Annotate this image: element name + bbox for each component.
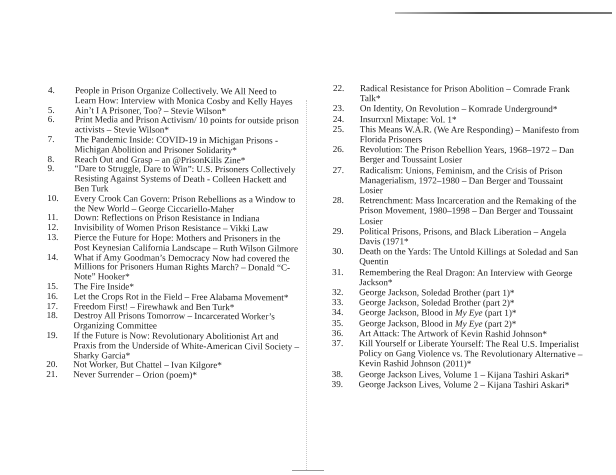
toc-entry-line: the New World – George Ciccariello-Maher: [74, 202, 235, 214]
toc-entry-number: 38.: [331, 368, 344, 379]
toc-entry-line: Kill Yourself or Liberate Yourself: The Real U.S. Imperialist: [358, 338, 579, 350]
toc-entry: [46, 370, 306, 381]
toc-entry-line: Freedom First! – Firewhawk and Ben Turk*: [73, 300, 235, 312]
toc-entry-number: 10.: [47, 192, 59, 203]
toc-entry-line: Organizing Committee: [73, 320, 158, 331]
toc-entry-line: Quentin: [359, 256, 389, 267]
toc-entry-number: 29.: [332, 225, 344, 236]
toc-entry-number: 27.: [332, 164, 345, 175]
toc-entry-title: [359, 246, 602, 267]
toc-entry-line: Ben Turk: [74, 183, 109, 194]
toc-entry-number: 11.: [47, 212, 59, 223]
toc-entry-line: Insurrxnl Mixtape: Vol. 1*: [359, 113, 457, 125]
toc-entry-line: Never Surrender – Orion (poem)*: [73, 369, 198, 381]
toc-entry-line: Let the Crops Rot in the Field – Free Alabama Movement*: [73, 290, 289, 303]
toc-entry-line: Death on the Yards: The Untold Killings at Soledad and San: [359, 246, 579, 258]
toc-entry-line: Pierce the Future for Hope: Mothers and Prisoners in the: [74, 232, 281, 244]
toc-entry-line: On Identity, On Revolution – Komrade Underground*: [359, 103, 558, 115]
toc-entry-line: George Jackson, Blood in My Eye (part 1)*: [358, 307, 517, 319]
toc-entry-line: Retrenchment: Mass Incarceration and the Remaking of the: [359, 195, 577, 207]
toc-entry-number: 16.: [46, 290, 59, 301]
toc-entry-title: [74, 253, 307, 284]
toc-entry-line: Talk*: [359, 93, 381, 104]
toc-entry: [333, 83, 603, 105]
toc-entry: [333, 165, 603, 197]
toc-entry-number: 21.: [46, 369, 58, 380]
toc-entry-number: 34.: [331, 307, 344, 318]
fold-base-mark: [292, 470, 324, 471]
toc-entry-line: Losier: [359, 185, 383, 196]
toc-entry-line: People in Prison Organize Collectively. We All Need to: [74, 85, 277, 97]
toc-entry-line: If the Future is Now: Revolutionary Abolitionist Art and: [73, 330, 279, 342]
toc-entry-number: 36.: [331, 327, 344, 338]
toc-entry-line: Sharky Garcia*: [73, 349, 131, 361]
toc-entry-number: 9.: [47, 163, 55, 174]
toc-entry-line: Policy on Gang Violence vs. The Revolutionary Alternative –: [358, 348, 583, 360]
toc-entry-line: George Jackson, Soledad Brother (part 2)*: [359, 297, 515, 309]
toc-entry-title: [74, 233, 307, 254]
toc-entry-title: [359, 338, 602, 370]
toc-entry-line: George Jackson Lives, Volume 2 – Kijana Tashiri Askari*: [358, 379, 570, 390]
toc-entry-number: 31.: [332, 266, 344, 277]
toc-entry-line: Destroy All Prisons Tomorrow – Incarcerated Worker’s: [73, 310, 275, 322]
toc-entry-line: This Means W.A.R. (We Are Responding) – Manifesto from: [359, 123, 580, 135]
toc-entry-line: Invisibility of Women Prison Resistance – Vikki Law: [74, 222, 269, 234]
toc-entry-number: 12.: [47, 222, 59, 233]
toc-left-column: [46, 86, 308, 381]
toc-entry-line: Reach Out and Grasp – an @PrisonKills Zine*: [74, 153, 246, 165]
toc-entry-title: [75, 86, 308, 107]
toc-entry-line: Art Attack: The Artwork of Kevin Rashid Johnson*: [358, 327, 547, 339]
toc-entry-number: 18.: [46, 310, 59, 321]
toc-entry-line: activists – Stevie Wilson*: [74, 124, 169, 135]
toc-entry: [46, 331, 306, 362]
toc-entry-title: [74, 165, 307, 196]
toc-entry: [47, 253, 307, 284]
toc-entry-line: “Dare to Struggle, Dare to Win”: U.S. Prisoners Collectively: [74, 163, 296, 175]
toc-entry-number: 19.: [46, 329, 58, 340]
toc-entry-number: 7.: [47, 133, 55, 145]
toc-entry-number: 28.: [332, 195, 344, 206]
toc-entry-title: [359, 379, 602, 390]
toc-entry-number: 23.: [332, 103, 345, 114]
toc-entry-number: 30.: [332, 246, 344, 257]
toc-entry-line: Not Worker, But Chattel – Ivan Kilgore*: [73, 359, 222, 371]
toc-entry-title: [360, 144, 603, 165]
toc-entry: [48, 135, 308, 156]
toc-entry-title: [360, 124, 603, 145]
toc-entry-title: [359, 267, 602, 288]
toc-entry-title: [359, 195, 602, 227]
toc-entry-number: 14.: [46, 251, 59, 262]
toc-entry-line: George Jackson Lives, Volume 1 – Kijana Tashiri Askari*: [358, 368, 570, 380]
toc-entry-line: George Jackson, Soledad Brother (part 1)*: [359, 287, 515, 298]
toc-entry-number: 8.: [47, 153, 55, 164]
toc-entry-line: Losier: [359, 215, 383, 226]
toc-entry-line: Post Keynesian California Landscape – Ruth Wilson Gilmore: [73, 241, 299, 254]
toc-entry-line: The Pandemic Inside: COVID-19 in Michigan Prisons -: [74, 134, 279, 146]
toc-entry: [333, 144, 603, 166]
toc-entry-number: 26.: [332, 144, 345, 155]
toc-entry-line: Managerialism, 1972–1980 – Dan Berger and Toussaint: [359, 174, 563, 186]
toc-entry-line: Print Media and Prison Activism/ 10 points for outside prison: [74, 114, 299, 126]
toc-right-column: [332, 83, 603, 390]
toc-entry: [332, 195, 602, 227]
toc-entry-number: 35.: [331, 317, 344, 328]
toc-entry-line: Praxis from the Underside of White-American Civil Society –: [73, 339, 300, 352]
toc-entry: [332, 226, 602, 248]
toc-entry: [47, 233, 307, 254]
toc-entry: [47, 164, 307, 195]
toc-entry-number: 15.: [46, 280, 59, 292]
toc-entry-number: 5.: [47, 104, 55, 115]
toc-entry-line: Jackson*: [359, 276, 393, 288]
toc-entry-title: [75, 135, 308, 156]
toc-entry-number: 33.: [332, 297, 344, 308]
toc-entry-number: 25.: [332, 123, 345, 134]
toc-entry: [333, 124, 603, 146]
toc-entry-number: 37.: [331, 338, 344, 349]
toc-entry-line: Every Crook Can Govern: Prison Rebellions as a Window to: [74, 192, 296, 205]
toc-entry-line: Radical Resistance for Prison Abolition – Comrade Frank: [359, 83, 570, 95]
toc-entry-title: [73, 370, 306, 381]
toc-entry-line: Davis (1971*: [359, 236, 409, 247]
toc-entry-line: Note” Hooker*: [73, 271, 130, 282]
toc-entry: [332, 267, 602, 289]
toc-entry-number: 13.: [47, 231, 59, 243]
toc-entry-title: [360, 83, 603, 104]
toc-entry-line: Down: Reflections on Prison Resistance in Indiana: [74, 212, 260, 224]
toc-entry-line: Florida Prisoners: [359, 134, 423, 145]
toc-entry-line: Political Prisons, Prisons, and Black Liberation – Angela: [359, 225, 567, 237]
toc-entry-line: George Jackson, Blood in My Eye (part 2)*: [358, 317, 517, 329]
toc-entry: [332, 379, 602, 390]
toc-entry-number: 32.: [332, 287, 344, 298]
toc-entry-title: [360, 165, 603, 197]
toc-entry-line: Learn How: Interview with Monica Cosby and Kelly Hayes: [74, 94, 293, 107]
toc-entry-line: Radicalism: Unions, Feminism, and the Crisis of Prison: [359, 164, 563, 176]
toc-entry: [332, 338, 602, 370]
toc-entry-title: [359, 226, 602, 247]
toc-entry-title: [74, 311, 307, 332]
toc-entry-line: What if Amy Goodman’s Democracy Now had covered the: [73, 251, 290, 264]
toc-entry-number: 39.: [331, 378, 344, 389]
toc-entry: [332, 246, 602, 268]
toc-entry-number: 24.: [332, 113, 345, 124]
toc-entry-line: Kevin Rashid Johnson (2011)*: [358, 358, 472, 370]
toc-entry: [48, 86, 308, 107]
toc-entry-number: 4.: [47, 85, 55, 96]
toc-entry-title: [73, 331, 306, 362]
toc-entry-line: Berger and Toussaint Losier: [359, 154, 463, 165]
toc-entry-number: 17.: [46, 300, 59, 311]
toc-entry-line: Michigan Abolition and Prisoner Solidarity*: [74, 143, 237, 155]
toc-entry-line: The Fire Inside*: [73, 281, 134, 292]
toc-entry-line: Revolution: The Prison Rebellion Years, 1968–1972 – Dan: [359, 144, 575, 156]
toc-entry-number: 22.: [332, 83, 345, 94]
toc-entry-number: 20.: [46, 359, 58, 370]
toc-entry-line: Resisting Against Systems of Death - Colleen Hackett and: [74, 173, 287, 185]
toc-entry-line: Ain’t I A Prisoner, Too? – Stevie Wilson*: [74, 104, 227, 116]
scan-edge-line: [395, 12, 612, 14]
toc-entry-line: Remembering the Real Dragon: An Interview with George: [359, 266, 573, 278]
toc-entry-line: Millions for Prisoners Human Rights March? – Donald “C-: [73, 261, 291, 273]
toc-entry-number: 6.: [47, 114, 55, 125]
toc-entry-line: Prison Movement, 1980–1998 – Dan Berger and Toussaint: [359, 205, 574, 217]
